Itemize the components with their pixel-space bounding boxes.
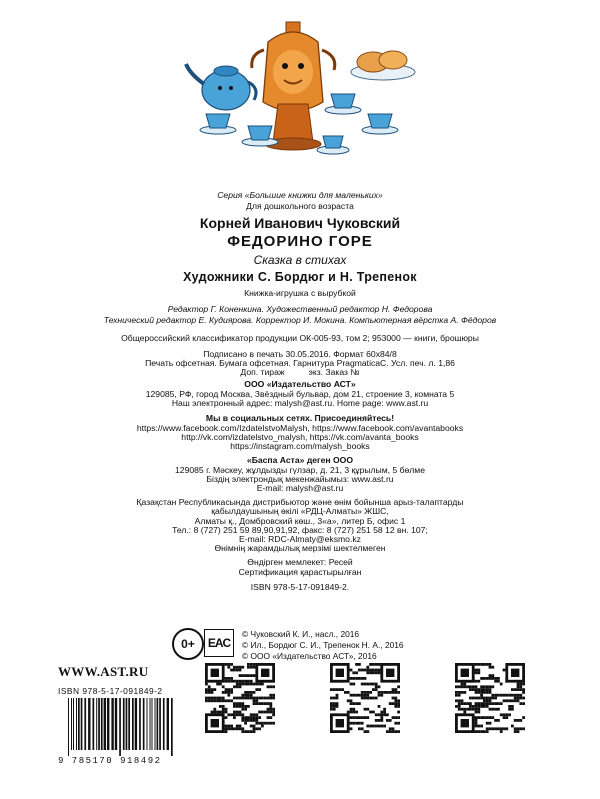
book-type: Книжка-игрушка с вырубкой [244,288,356,298]
barcode-block [58,664,178,766]
book-subtitle: Сказка в стихах [253,253,347,267]
kz-distributor-line: Тел.: 8 (727) 251 59 89,90,91,92, факс: 8 (727) 251 58 12 вн. 107; [172,525,428,535]
kz-origin-line: Сертификация қарастырылған [238,567,362,577]
kz-origin-line: Өндірген мемлекет: Ресей [247,557,353,567]
website-url: WWW.AST.RU [58,664,149,679]
teapot-icon [186,64,256,110]
social-heading: Мы в социальных сетях. Присоединяйтесь! [205,413,395,423]
qr-code-icon [455,663,525,733]
teacup-icon [200,114,236,134]
editors-line: Технический редактор Е. Кудиярова. Корректор И. Мокина. Компьютерная вёрстка А. Фёдоров [103,315,497,325]
samovar-teacups-illustration [168,2,428,172]
barcode-digits: 9 785170 918492 [58,756,162,766]
kz-distributor-line: Өнімнің жарамдылық мерзімі шектелмеген [214,543,386,553]
kz-publisher-name: «Баспа Аста» деген ООО [246,455,354,465]
social-link: http://vk.com/izdatelstvo_malysh, https://vk.com/avanta_books [181,432,419,442]
qr-code-icon [330,663,400,733]
author-name: Корней Иванович Чуковский [199,215,401,231]
age-rating-label: 0+ [181,637,195,651]
kz-publisher-line: Біздің электрондық мекенжайымыз: www.ast.ru [206,474,394,484]
publisher-contact: Наш электронный адрес: malysh@ast.ru. Home page: www.ast.ru [171,398,429,408]
kz-distributor-line: Қазақстан Республикасында дистрибьютор және өнім бойынша арыз-талаптарды [136,497,464,507]
social-link: https://instagram.com/malysh_books [230,441,370,451]
isbn-line: ISBN 978-5-17-091849-2. [250,582,350,592]
publisher-name: ООО «Издательство АСТ» [244,379,356,389]
print-info-line: Доп. тираж экз. Заказ № [240,367,360,377]
classifier-line: Общероссийский классификатор продукции ОК-005-93, том 2; 953000 — книги, брошюры [121,333,479,343]
age-rating-badge [172,628,204,660]
bread-plate-icon [351,51,415,80]
series-line: Серия «Большие книжки для маленьких» [217,190,383,200]
barcode-icon [66,698,178,756]
print-info-line: Печать офсетная. Бумага офсетная. Гарнитура PragmaticaC. Усл. печ. л. 1,86 [145,358,455,368]
kz-publisher-line: E-mail: malysh@ast.ru [256,483,344,493]
qr-code-icon [205,663,275,733]
copyright-block [242,629,404,662]
kz-distributor-line: E-mail: RDC-Almaty@eksmo.kz [239,534,361,544]
eac-mark-label: EAC [207,636,231,650]
teacup-icon [362,114,398,134]
artists-line: Художники С. Бордюг и Н. Трепенок [183,270,417,284]
age-note: Для дошкольного возраста [246,201,354,211]
social-link: https://www.facebook.com/IzdatelstvoMalysh, https://www.facebook.com/avantabooks [136,423,464,433]
copyright-line: © ООО «Издательство АСТ», 2016 [242,651,377,661]
editors-line: Редактор Г. Коненкина. Художественный редактор Н. Федорова [167,304,433,314]
copyright-line: © Ил., Бордюг С. И., Трепенок Н. А., 2016 [242,640,404,650]
teacup-icon [317,136,349,154]
teacup-icon [325,94,361,114]
copyright-line: © Чуковский К. И., насл., 2016 [242,629,360,639]
publisher-address: 129085, РФ, город Москва, Звёздный бульвар, дом 21, строение 3, комната 5 [145,389,455,399]
book-title: ФЕДОРИНО ГОРЕ [227,233,373,250]
kz-distributor-line: Алматы қ., Домбровский көш., 3«а», литер Б, офис 1 [194,516,406,526]
kz-publisher-line: 129085 г. Мәскеу, жұлдызды гүлзар, д. 21, 3 құрылым, 5 бөлме [175,465,425,475]
barcode-isbn: ISBN 978-5-17-091849-2 [58,686,163,696]
print-info-line: Подписано в печать 30.05.2016. Формат 60х84/8 [203,349,397,359]
kz-distributor-line: қабылдаушының өкілі «РДЦ-Алматы» ЖШС, [211,506,389,516]
teacup-icon [242,126,278,146]
eac-mark-icon [204,629,234,657]
